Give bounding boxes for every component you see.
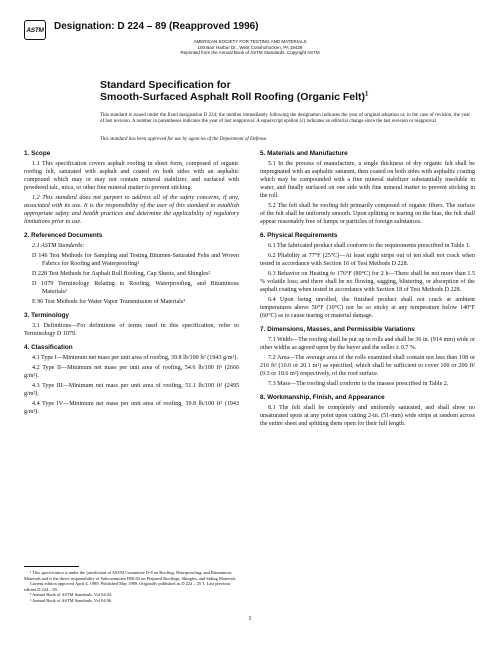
paragraph: 4.4 Type IV—Minimum net mass per unit area of roofing, 39.8 lb/100 ft² (1943 g/m²). (24, 401, 239, 415)
footnote: ³ Annual Book of ASTM Standards, Vol 04.06. (30, 597, 113, 603)
section-physical-requirements (260, 232, 475, 320)
publisher-line: 100 Barr Harbor Dr., West Conshohocken, PA 19428 (197, 44, 303, 50)
footnotes (24, 570, 239, 604)
title-main: Smooth-Surfaced Asphalt Roll Roofing (Organic Felt) (100, 91, 366, 103)
paragraph: 6.1 The fabricated product shall conform to the requirements prescribed in Table 1. (268, 243, 471, 249)
reference-item: E 96 Test Methods for Water Vapor Transmission of Materials³ (32, 299, 186, 305)
section-heading: 3. Terminology (24, 312, 69, 319)
issuance-note: This standard is issued under the fixed designation D 224; the number immediately following the designation indicates the year of original adoption or, in the case of revision, the year of last revision. A number in parentheses indicates the year of last reapproval. A superscript epsilon (ε) indicates an editorial change since the last revision or reapproval. (100, 113, 470, 125)
footnote: ² Annual Book of ASTM Standards, Vol 04.04. (30, 592, 113, 598)
publisher-block (0, 39, 500, 56)
paragraph: 6.2 Pliability at 77°F (25°C)—At least eight strips out of ten shall not crack when tested in accordance with Section 16 of Test Methods D 228. (260, 253, 475, 267)
paragraph: 6.3 Behavior on Heating to 176°F (80°C) for 2 h—There shall be not more than 1.5 % volatile loss; and there shall be no flowing, sagging, blistering, or absorption of the asphalt coating when tested in accordance with Section 18 of Test Methods D 228. (260, 271, 475, 293)
section-heading: 7. Dimensions, Masses, and Permissible Variations (260, 326, 415, 333)
left-column (24, 150, 239, 422)
section-scope (24, 150, 239, 226)
section-heading: 6. Physical Requirements (260, 232, 338, 239)
paragraph: 4.1 Type I—Minimum net mass per unit area of roofing, 39.8 lb/100 ft² (1943 g/m²). (32, 355, 238, 361)
paragraph: 8.1 The felt shall be completely and uniformly saturated, and shall show no unsaturated spots at any point upon cutting 2-in. (51-mm) wide strips at random across the entire sheet and splitting them open for their full length. (260, 405, 475, 427)
section-heading: 4. Classification (24, 344, 73, 351)
section-referenced-documents (24, 232, 239, 306)
section-heading: 2. Referenced Documents (24, 232, 103, 239)
paragraph: 6.4 Upon being unrolled, the finished product shall not crack at ambient temperatures above 50°F (10°C) nor be so sticky at any temperature below 140°F (60°C) as to cause tearing or material damage. (260, 297, 475, 319)
section-materials (260, 150, 475, 226)
paragraph: 2.1 ASTM Standards: (32, 243, 85, 249)
footnote-divider (24, 566, 79, 567)
section-heading: 1. Scope (24, 150, 51, 157)
title-footnote-mark: 1 (365, 91, 369, 98)
section-heading: 8. Workmanship, Finish, and Appearance (260, 394, 385, 401)
paragraph: 7.2 Area—The average area of the rolls examined shall contain not less than 108 or 216 ft² (10.0 or 20.1 m²) as specified, which shall be sufficient to cover 100 or 200 ft² (9.3 or 18.6 m²) respectively, of the roof surface. (260, 355, 475, 377)
paragraph: 5.2 The felt shall be roofing felt primarily composed of organic fibers. The surface of the felt shall be uniformly smooth. Upon splitting or tearing on the bias, the felt shall appear reasonably free of lumps or particles of foreign substances. (260, 203, 475, 225)
section-workmanship (260, 394, 475, 428)
section-terminology (24, 312, 239, 338)
title-line-1: Standard Specification for (100, 79, 231, 91)
paragraph: 5.1 In the process of manufacture, a single thickness of dry organic felt shall be impregnated with an asphaltic saturant, then coated on both sides with asphaltic coating which may be compounded with a fine mineral stabilizer substantially insoluble in water, and finally surfaced on one side with fine mineral matter to prevent sticking in the roll. (260, 161, 475, 199)
paragraph: 4.3 Type III—Minimum net mass per unit area of roofing, 51.1 lb/100 ft² (2495 g/m²). (24, 383, 239, 397)
right-column (260, 150, 475, 434)
paragraph: 3.1 Definitions—For definitions of terms used in this specification, refer to Terminology D 1079. (24, 323, 239, 337)
paragraph: 7.3 Mass—The roofing shall conform to the masses prescribed in Table 2. (268, 381, 449, 387)
approval-note: This standard has been approved for use by agencies of the Department of Defense. (100, 137, 268, 142)
paragraph: 1.2 This standard does not purport to address all of the safety concerns, if any, associated with its use. It is the responsibility of the user of this standard to establish appropriate safety and health practices and determine the applicability of regulatory limitations prior to use. (24, 195, 239, 225)
paragraph: 7.1 Width—The roofing shall be put up in rolls and shall be 36 in. (914 mm) wide or other widths as agreed upon by the buyer and the seller ± 0.7 %. (260, 337, 475, 351)
publisher-line: Reprinted from the Annual Book of ASTM Standards. Copyright ASTM (180, 50, 320, 56)
footnote: Current edition approved April 4, 1989. Published May 1989. Originally published as D 224 – 25 T. Last previous edition D 224 – 85. (24, 581, 231, 592)
section-classification (24, 344, 239, 416)
section-dimensions (260, 326, 475, 388)
publisher-line: AMERICAN SOCIETY FOR TESTING AND MATERIALS (193, 39, 307, 44)
designation: Designation: D 224 – 89 (Reapproved 1996) (54, 21, 259, 32)
paragraph: 1.1 This specification covers asphalt roofing in sheet form, composed of organic roofing felt, saturated with asphalt and coated on both sides with an asphaltic compound which may or may not contain mineral stabilizer, and surfaced with powdered talc, mica, or other fine mineral matter to prevent sticking. (24, 161, 239, 191)
reference-item: D 146 Test Methods for Sampling and Testing Bitumen-Saturated Felts and Woven Fabrics for Roofing and Waterproofing² (32, 253, 239, 267)
reference-item: D 1079 Terminology Relating to Roofing, Waterproofing, and Bituminous Materials² (32, 281, 239, 295)
page-number: 1 (248, 616, 252, 622)
paragraph: 4.2 Type II—Minimum net mass per unit area of roofing, 54.6 lb/100 ft² (2666 g/m²). (24, 365, 239, 379)
reference-item: D 228 Test Methods for Asphalt Roll Roofing, Cap Sheets, and Shingles² (32, 271, 211, 277)
astm-logo: ASTM (24, 20, 46, 40)
section-heading: 5. Materials and Manufacture (260, 150, 348, 157)
footnote: ¹ This specification is under the jurisdiction of ASTM Committee D-8 on Roofing, Waterproofing, and Bituminous Materials and is the direct responsibility of Subcommittee D08.02 on Prepared Roofings, Shingles, and Siding Materials. (24, 570, 237, 581)
title-line-2 (100, 91, 368, 103)
